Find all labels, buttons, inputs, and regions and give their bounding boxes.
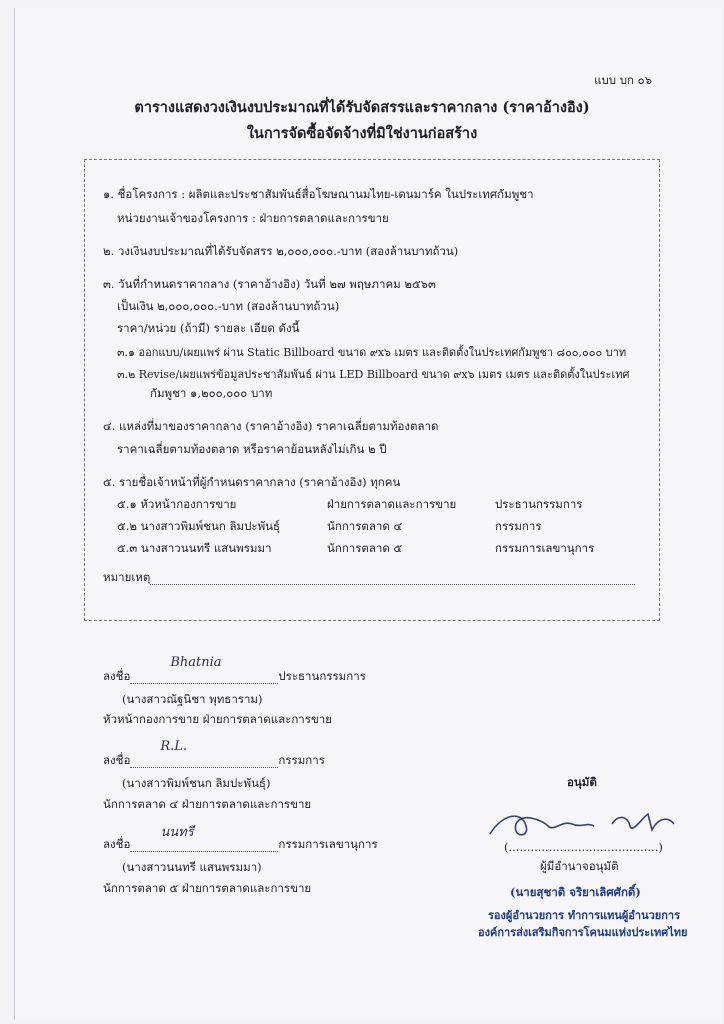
- signature-line: [130, 739, 278, 768]
- signature-name: (นางสาวพิมพ์ชนก ลิมปะพันธุ์): [122, 776, 271, 790]
- committee-position: ฝ่ายการตลาดและการขาย: [327, 497, 457, 511]
- remark-blank: [150, 570, 635, 585]
- signature-name: (นางสาวนนทรี แสนพรมมา): [122, 860, 262, 874]
- signature-scribble: นนทรี: [160, 825, 194, 840]
- committee-heading: ๕. รายชื่อเจ้าหน้าที่ผู้กำหนดราคากลาง (ราคาอ้างอิง) ทุกคน: [103, 475, 401, 489]
- signature-role: กรรมการ: [278, 753, 325, 767]
- approver-blank: (.........................................): [504, 840, 663, 854]
- signature-scribble: Bhatnia: [170, 655, 222, 670]
- signature-role: กรรมการเลขานุการ: [278, 837, 378, 851]
- item-3-2-cont: กัมพูชา ๑,๒๐๐,๐๐๐ บาท: [150, 386, 273, 400]
- signature-prefix: ลงชื่อ: [103, 837, 131, 851]
- budget-line: ๒. วงเงินงบประมาณที่ได้รับจัดสรร ๒,๐๐๐,๐๐๐.-บาท (สองล้านบาทถ้วน): [103, 244, 459, 258]
- signature-title: นักการตลาด ๔ ฝ่ายการตลาดและการขาย: [103, 797, 312, 811]
- item-3-1: ๓.๑ ออกแบบ/เผยแพร่ ผ่าน Static Billboard ขนาด ๙x๖ เมตร และติดตั้งในประเทศกัมพูชา ๘๐๐,๐๐๐ บาท: [117, 346, 627, 359]
- project-name: ๑. ชื่อโครงการ : ผลิตและประชาสัมพันธ์สื่อโฆษณานมไทย-เดนมาร์ค ในประเทศกัมพูชา: [103, 187, 534, 201]
- signature-role: ประธานกรรมการ: [278, 669, 366, 683]
- committee-position: นักการตลาด ๕: [327, 541, 403, 555]
- committee-role: กรรมการ: [495, 519, 542, 533]
- reference-date: ๓. วันที่กำหนดราคากลาง (ราคาอ้างอิง) วันที่ ๒๗ พฤษภาคม ๒๕๖๓: [103, 277, 436, 291]
- approver-signature-icon: [482, 804, 692, 844]
- committee-role: กรรมการเลขานุการ: [495, 541, 595, 555]
- signature-line: [130, 825, 278, 852]
- approver-label: ผู้มีอำนาจอนุมัติ: [540, 859, 619, 873]
- reference-amount: เป็นเงิน ๒,๐๐๐,๐๐๐.-บาท (สองล้านบาทถ้วน): [117, 299, 340, 313]
- signature-prefix: ลงชื่อ: [103, 669, 131, 683]
- document-subtitle: ในการจัดซื้อจัดจ้างที่มิใช่งานก่อสร้าง: [246, 125, 478, 142]
- project-owner: หน่วยงานเจ้าของโครงการ : ฝ่ายการตลาดและการขาย: [117, 211, 389, 225]
- signature-title: หัวหน้ากองการขาย ฝ่ายการตลาดและการขาย: [103, 712, 332, 726]
- approver-name: (นายสุชาติ จริยาเลิศศักดิ์): [510, 885, 641, 899]
- approve-label: อนุมัติ: [567, 775, 597, 789]
- signature-title: นักการตลาด ๕ ฝ่ายการตลาดและการขาย: [103, 881, 312, 895]
- committee-role: ประธานกรรมการ: [495, 497, 583, 511]
- signature-line: [130, 655, 278, 684]
- unit-price-note: ราคา/หน่วย (ถ้ามี) รายละ เอียด ดังนี้: [117, 321, 300, 335]
- committee-name: ๕.๒ นางสาวพิมพ์ชนก ลิมปะพันธุ์: [117, 519, 281, 533]
- remark-label: หมายเหตุ: [103, 570, 151, 584]
- signature-prefix: ลงชื่อ: [103, 753, 131, 767]
- form-code: แบบ บก ๐๖: [594, 73, 652, 87]
- item-3-2: ๓.๒ Revise/เผยแพร่ข้อมูลประชาสัมพันธ์ ผ่าน LED Billboard ขนาด ๙x๖ เมตร เมตร และติดตั้งในประเทศ: [117, 368, 630, 381]
- signature-1: [103, 655, 366, 686]
- signature-2: [103, 739, 325, 770]
- committee-position: นักการตลาด ๔: [327, 519, 403, 533]
- committee-name: ๕.๓ นางสาวนนทรี แสนพรมมา: [117, 541, 272, 555]
- signature-name: (นางสาวณัฐนิชา พุทธาราม): [122, 692, 263, 706]
- price-source-detail: ราคาเฉลี่ยตามท้องตลาด หรือราคาย้อนหลังไม่เกิน ๒ ปี: [117, 442, 387, 456]
- remark: [103, 569, 635, 587]
- price-source: ๔. แหล่งที่มาของราคากลาง (ราคาอ้างอิง) ราคาเฉลี่ยตามท้องตลาด: [103, 419, 439, 433]
- committee-name: ๕.๑ หัวหน้ากองการขาย: [117, 497, 237, 511]
- approver-title-2: องค์การส่งเสริมกิจการโคนมแห่งประเทศไทย: [478, 926, 688, 939]
- signature-scribble: R.L.: [160, 739, 188, 754]
- signature-3: [103, 825, 378, 854]
- approver-title-1: รองผู้อำนวยการ ทำการแทนผู้อำนวยการ: [488, 909, 680, 922]
- document-title: ตารางแสดงวงเงินงบประมาณที่ได้รับจัดสรรและราคากลาง (ราคาอ้างอิง): [134, 99, 590, 116]
